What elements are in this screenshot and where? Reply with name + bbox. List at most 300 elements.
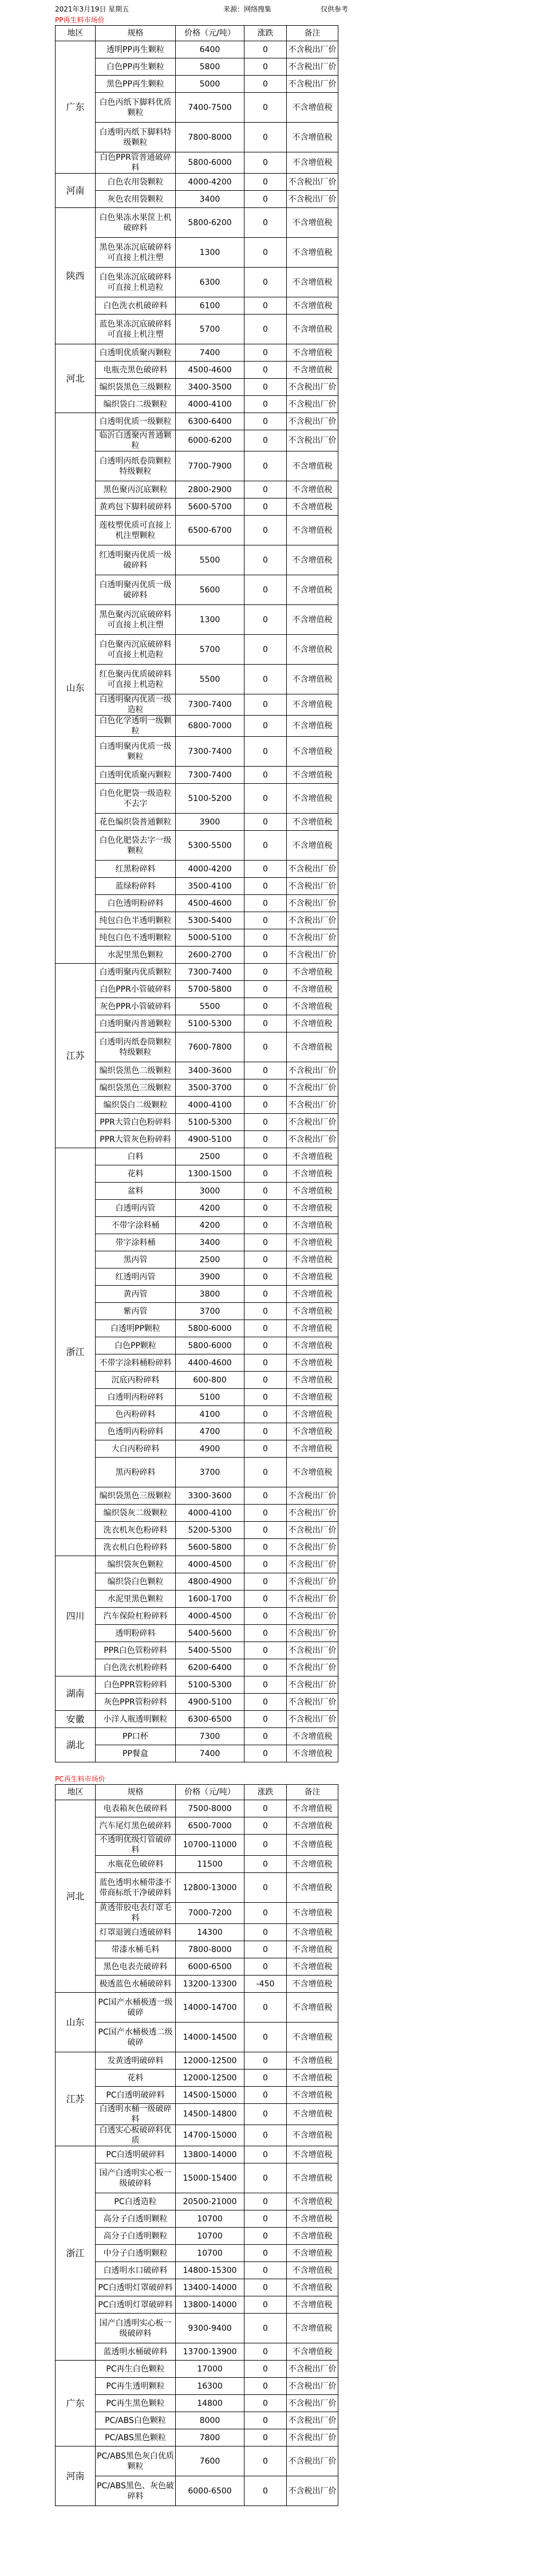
table-row xyxy=(56,1924,338,1941)
spec-cell: 白色PPR管粉碎料 xyxy=(96,1676,176,1694)
change-cell: 0 xyxy=(244,2210,287,2228)
note-cell: 不含增值税 xyxy=(287,1903,338,1924)
note-cell: 不含税出厂价 xyxy=(287,430,338,451)
table-row xyxy=(56,694,338,716)
table-row xyxy=(56,1320,338,1337)
note-cell: 不含增值税 xyxy=(287,1251,338,1269)
table-row xyxy=(56,362,338,379)
region-cell: 山东 xyxy=(56,413,96,964)
table-row xyxy=(56,1573,338,1591)
change-cell: 0 xyxy=(244,1234,287,1251)
report-date: 2021年3月19日 星期五 xyxy=(55,5,129,13)
col-price-header: 价格（元/吨） xyxy=(176,26,244,41)
note-cell: 不含税出厂价 xyxy=(287,929,338,947)
spec-cell: 纯包白色半透明颗粒 xyxy=(96,912,176,929)
table-row xyxy=(56,2210,338,2228)
change-cell: 0 xyxy=(244,413,287,430)
note-cell: 不含增值税 xyxy=(287,1303,338,1320)
col-spec-header: 规格 xyxy=(96,26,176,41)
table-row xyxy=(56,1251,338,1269)
change-cell: 0 xyxy=(244,2361,287,2378)
spec-cell: 国产白透明实心板一级破碎料 xyxy=(96,2163,176,2193)
change-cell: 0 xyxy=(244,1217,287,1234)
price-cell: 2500 xyxy=(176,1251,244,1269)
change-cell: 0 xyxy=(244,831,287,861)
spec-cell: 透明粉碎料 xyxy=(96,1625,176,1642)
spec-cell: 不带字涂料桶粉碎料 xyxy=(96,1354,176,1372)
price-cell: 17000 xyxy=(176,2361,244,2378)
price-cell: 6200-6400 xyxy=(176,1659,244,1676)
note-cell: 不含增值税 xyxy=(287,2163,338,2193)
note-cell: 不含增值税 xyxy=(287,694,338,716)
table-row xyxy=(56,1728,338,1745)
change-cell: 0 xyxy=(244,784,287,814)
price-cell: 14700-15000 xyxy=(176,2125,244,2146)
table-row xyxy=(56,516,338,545)
note-cell: 不含税出厂价 xyxy=(287,1676,338,1694)
spec-cell: 高分子白透明颗粒 xyxy=(96,2228,176,2245)
spec-cell: 白透明丙纸卷筒颗粒特级颗粒 xyxy=(96,1032,176,1062)
table-row xyxy=(56,297,338,315)
note-cell: 不含增值税 xyxy=(287,1423,338,1440)
table-row xyxy=(56,76,338,93)
price-cell: 3900 xyxy=(176,814,244,831)
price-cell: 3500-3700 xyxy=(176,1079,244,1097)
note-cell: 不含增值税 xyxy=(287,1406,338,1423)
table-row xyxy=(56,2163,338,2193)
change-cell: 0 xyxy=(244,1079,287,1097)
price-cell: 7800 xyxy=(176,2429,244,2447)
price-cell: 5800-6000 xyxy=(176,1337,244,1354)
change-cell: 0 xyxy=(244,174,287,191)
spec-cell: 水瓶花色破碎料 xyxy=(96,1856,176,1873)
price-cell: 5500 xyxy=(176,998,244,1015)
note-cell: 不含税出厂价 xyxy=(287,2476,338,2506)
table-row xyxy=(56,1183,338,1200)
price-cell: 8000 xyxy=(176,2412,244,2429)
price-cell: 14800-15300 xyxy=(176,2262,244,2279)
note-cell: 不含增值税 xyxy=(287,981,338,998)
price-cell: 4000-4500 xyxy=(176,1556,244,1573)
price-cell: 4400-4600 xyxy=(176,1354,244,1372)
change-cell: 0 xyxy=(244,1423,287,1440)
table-row xyxy=(56,1286,338,1303)
price-cell: 14500-14800 xyxy=(176,2104,244,2125)
note-cell: 不含税出厂价 xyxy=(287,1625,338,1642)
change-cell: 0 xyxy=(244,93,287,123)
spec-cell: 临沂白透聚丙普通颗粒 xyxy=(96,430,176,451)
spec-cell: 不带字涂料桶 xyxy=(96,1217,176,1234)
change-cell: 0 xyxy=(244,947,287,964)
table-row xyxy=(56,1976,338,1993)
spec-cell: 白透实心板破碎料优质 xyxy=(96,2125,176,2146)
note-cell: 不含税出厂价 xyxy=(287,1062,338,1079)
note-cell: 不含增值税 xyxy=(287,1337,338,1354)
change-cell: 0 xyxy=(244,767,287,784)
region-cell: 江苏 xyxy=(56,964,96,1148)
note-cell: 不含增值税 xyxy=(287,123,338,152)
table-row xyxy=(56,2314,338,2343)
change-cell: 0 xyxy=(244,315,287,344)
change-cell: 0 xyxy=(244,1097,287,1114)
table-row xyxy=(56,430,338,451)
change-cell: 0 xyxy=(244,2476,287,2506)
price-cell: 4000-4200 xyxy=(176,861,244,878)
table-row xyxy=(56,2296,338,2314)
table-row xyxy=(56,2361,338,2378)
table-row xyxy=(56,1522,338,1539)
table-row xyxy=(56,767,338,784)
region-cell: 河南 xyxy=(56,2447,96,2506)
note-cell: 不含增值税 xyxy=(287,1389,338,1406)
spec-cell: 白透明水口破碎料 xyxy=(96,2262,176,2279)
change-cell: 0 xyxy=(244,1591,287,1608)
note-cell: 不含税出厂价 xyxy=(287,396,338,413)
spec-cell: 白色PP再生颗粒 xyxy=(96,58,176,76)
price-cell: 6000-6500 xyxy=(176,1958,244,1976)
spec-cell: 白色洗衣机破碎料 xyxy=(96,297,176,315)
table-row xyxy=(56,2070,338,2087)
change-cell: 0 xyxy=(244,737,287,767)
spec-cell: 大白丙粉碎料 xyxy=(96,1440,176,1458)
table-row xyxy=(56,315,338,344)
region-cell: 广东 xyxy=(56,41,96,174)
change-cell: 0 xyxy=(244,2163,287,2193)
price-cell: 4700 xyxy=(176,1423,244,1440)
table-row xyxy=(56,2447,338,2476)
change-cell: 0 xyxy=(244,964,287,981)
price-cell: 7400 xyxy=(176,1745,244,1762)
region-cell: 河南 xyxy=(56,174,96,208)
price-cell: 4900-5100 xyxy=(176,1131,244,1148)
table-row xyxy=(56,481,338,498)
change-cell: -450 xyxy=(244,1976,287,1993)
change-cell: 0 xyxy=(244,1200,287,1217)
price-cell: 7800-8000 xyxy=(176,1941,244,1958)
note-cell: 不含增值税 xyxy=(287,2210,338,2228)
table-row xyxy=(56,344,338,362)
table-row xyxy=(56,635,338,665)
note-cell: 不含增值税 xyxy=(287,498,338,516)
note-cell: 不含税出厂价 xyxy=(287,1487,338,1505)
change-cell: 0 xyxy=(244,1924,287,1941)
note-cell: 不含税出厂价 xyxy=(287,1079,338,1097)
change-cell: 0 xyxy=(244,605,287,635)
table-row xyxy=(56,413,338,430)
change-cell: 0 xyxy=(244,1354,287,1372)
note-cell: 不含增值税 xyxy=(287,2245,338,2262)
spec-cell: PC国产水桶极透二级破碎 xyxy=(96,2023,176,2052)
price-cell: 3400-3600 xyxy=(176,1062,244,1079)
spec-cell: 红透明丙管 xyxy=(96,1269,176,1286)
note-cell: 不含增值税 xyxy=(287,1817,338,1835)
price-cell: 5400-5600 xyxy=(176,1625,244,1642)
spec-cell: 电表箱灰色破碎料 xyxy=(96,1800,176,1817)
table-row xyxy=(56,2104,338,2125)
change-cell: 0 xyxy=(244,1389,287,1406)
note-cell: 不含增值税 xyxy=(287,814,338,831)
table-row xyxy=(56,396,338,413)
price-cell: 10700-11000 xyxy=(176,1835,244,1856)
change-cell: 0 xyxy=(244,929,287,947)
spec-cell: 灯罩退镀白透破碎料 xyxy=(96,1924,176,1941)
table-row xyxy=(56,878,338,895)
price-cell: 7000-7200 xyxy=(176,1903,244,1924)
table-row xyxy=(56,379,338,396)
note-cell: 不含增值税 xyxy=(287,767,338,784)
note-cell: 不含税出厂价 xyxy=(287,1114,338,1131)
spec-cell: 白色透明粉碎料 xyxy=(96,895,176,912)
change-cell: 0 xyxy=(244,152,287,174)
change-cell: 0 xyxy=(244,1873,287,1903)
note-cell: 不含税出厂价 xyxy=(287,2447,338,2476)
note-cell: 不含增值税 xyxy=(287,516,338,545)
table-row xyxy=(56,1505,338,1522)
spec-cell: 灰色PPR小管破碎料 xyxy=(96,998,176,1015)
spec-cell: 白色聚丙沉底破碎料可直接上机造粒 xyxy=(96,635,176,665)
price-cell: 4900 xyxy=(176,1440,244,1458)
spec-cell: 编织袋灰二级颗粒 xyxy=(96,1505,176,1522)
note-cell: 不含增值税 xyxy=(287,1941,338,1958)
note-cell: 不含增值税 xyxy=(287,1320,338,1337)
change-cell: 0 xyxy=(244,379,287,396)
spec-cell: 白色化肥袋去字一级颗粒 xyxy=(96,831,176,861)
price-cell: 5500 xyxy=(176,545,244,575)
price-cell: 5200-5300 xyxy=(176,1522,244,1539)
spec-cell: 沉底丙粉碎料 xyxy=(96,1372,176,1389)
table-row xyxy=(56,208,338,238)
change-cell: 0 xyxy=(244,238,287,268)
note-cell: 不含增值税 xyxy=(287,716,338,737)
change-cell: 0 xyxy=(244,912,287,929)
note-cell: 不含增值税 xyxy=(287,1200,338,1217)
col-note-header: 备注 xyxy=(287,26,338,41)
price-cell: 10700 xyxy=(176,2245,244,2262)
spec-cell: 纯包白色不透明颗粒 xyxy=(96,929,176,947)
spec-cell: 黑色电表壳破碎料 xyxy=(96,1958,176,1976)
table-row xyxy=(56,1941,338,1958)
price-cell: 7700-7900 xyxy=(176,451,244,481)
change-cell: 0 xyxy=(244,1659,287,1676)
change-cell: 0 xyxy=(244,1903,287,1924)
table-row xyxy=(56,2262,338,2279)
note-cell: 不含增值税 xyxy=(287,2262,338,2279)
price-cell: 15000-15400 xyxy=(176,2163,244,2193)
change-cell: 0 xyxy=(244,1856,287,1873)
spec-cell: 编织袋白二级颗粒 xyxy=(96,396,176,413)
change-cell: 0 xyxy=(244,268,287,297)
note-cell: 不含增值税 xyxy=(287,2314,338,2343)
change-cell: 0 xyxy=(244,1286,287,1303)
note-cell: 不含税出厂价 xyxy=(287,1694,338,1711)
spec-cell: 花料 xyxy=(96,1165,176,1183)
change-cell: 0 xyxy=(244,1817,287,1835)
change-cell: 0 xyxy=(244,1694,287,1711)
price-cell: 7300-7400 xyxy=(176,964,244,981)
note-cell: 不含税出厂价 xyxy=(287,1097,338,1114)
region-cell: 浙江 xyxy=(56,2146,96,2361)
note-cell: 不含增值税 xyxy=(287,481,338,498)
table-row xyxy=(56,1958,338,1976)
price-cell: 11500 xyxy=(176,1856,244,1873)
spec-cell: 白色化肥袋一级造粒不去字 xyxy=(96,784,176,814)
price-cell: 4000-4100 xyxy=(176,1505,244,1522)
table-row xyxy=(56,1114,338,1131)
change-cell: 0 xyxy=(244,861,287,878)
price-cell: 12000-12500 xyxy=(176,2052,244,2070)
price-cell: 3400 xyxy=(176,191,244,208)
table-row xyxy=(56,895,338,912)
table-row xyxy=(56,2228,338,2245)
price-cell: 14500-15000 xyxy=(176,2087,244,2104)
table-row xyxy=(56,2052,338,2070)
note-cell: 不含增值税 xyxy=(287,1165,338,1183)
spec-cell: 白色洗衣机粉碎料 xyxy=(96,1659,176,1676)
spec-cell: 编织袋黑色二级颗粒 xyxy=(96,1062,176,1079)
table-row xyxy=(56,152,338,174)
note-cell: 不含增值税 xyxy=(287,1269,338,1286)
spec-cell: PPR白色管粉碎料 xyxy=(96,1642,176,1659)
table-row xyxy=(56,1131,338,1148)
spec-cell: 白透明水桶一级破碎料 xyxy=(96,2104,176,2125)
table-row xyxy=(56,1079,338,1097)
price-cell: 6000-6500 xyxy=(176,2476,244,2506)
change-cell: 0 xyxy=(244,1522,287,1539)
change-cell: 0 xyxy=(244,2125,287,2146)
table-row xyxy=(56,58,338,76)
price-cell: 4100 xyxy=(176,1406,244,1423)
spec-cell: 汽车尾灯黑色破碎料 xyxy=(96,1817,176,1835)
note-cell: 不含增值税 xyxy=(287,2279,338,2296)
table-row xyxy=(56,1642,338,1659)
spec-cell: PP餐盒 xyxy=(96,1745,176,1762)
table-row xyxy=(56,2395,338,2412)
change-cell: 0 xyxy=(244,2193,287,2210)
spec-cell: 白色化学透明一级颗粒 xyxy=(96,716,176,737)
table-row xyxy=(56,964,338,981)
note-cell: 不含税出厂价 xyxy=(287,912,338,929)
change-cell: 0 xyxy=(244,2447,287,2476)
spec-cell: 黄丙管 xyxy=(96,1286,176,1303)
table-row xyxy=(56,814,338,831)
spec-cell: PC国产水桶极透一级破碎 xyxy=(96,1993,176,2023)
spec-cell: 高分子白透明颗粒 xyxy=(96,2210,176,2228)
table-row xyxy=(56,238,338,268)
note-cell: 不含税出厂价 xyxy=(287,1522,338,1539)
note-cell: 不含增值税 xyxy=(287,268,338,297)
price-cell: 3400-3500 xyxy=(176,379,244,396)
change-cell: 0 xyxy=(244,2104,287,2125)
note-cell: 不含税出厂价 xyxy=(287,2378,338,2395)
spec-cell: 白色农用袋颗粒 xyxy=(96,174,176,191)
note-cell: 不含增值税 xyxy=(287,2228,338,2245)
change-cell: 0 xyxy=(244,878,287,895)
spec-cell: 黄透带胶电表灯罩毛料 xyxy=(96,1903,176,1924)
note-cell: 不含增值税 xyxy=(287,784,338,814)
change-cell: 0 xyxy=(244,1372,287,1389)
change-cell: 0 xyxy=(244,2343,287,2361)
note-cell: 不含增值税 xyxy=(287,2087,338,2104)
note-cell: 不含税出厂价 xyxy=(287,41,338,58)
region-cell: 山东 xyxy=(56,1993,96,2052)
price-cell: 10700 xyxy=(176,2210,244,2228)
table-row xyxy=(56,1269,338,1286)
price-cell: 5800 xyxy=(176,58,244,76)
table-row xyxy=(56,1556,338,1573)
spec-cell: 黑色果冻沉底破碎料可直接上机注塑 xyxy=(96,238,176,268)
change-cell: 0 xyxy=(244,1148,287,1165)
spec-cell: 汽车保险杠粉碎料 xyxy=(96,1608,176,1625)
price-cell: 13400-14000 xyxy=(176,2279,244,2296)
price-cell: 5300-5400 xyxy=(176,912,244,929)
change-cell: 0 xyxy=(244,2314,287,2343)
spec-cell: PC/ABS白色颗粒 xyxy=(96,2412,176,2429)
note-cell: 不含增值税 xyxy=(287,2193,338,2210)
note-cell: 不含增值税 xyxy=(287,575,338,605)
note-cell: 不含增值税 xyxy=(287,1148,338,1165)
change-cell: 0 xyxy=(244,1608,287,1625)
spec-cell: PPR大管白色粉碎料 xyxy=(96,1114,176,1131)
table-row xyxy=(56,2378,338,2395)
note-cell: 不含增值税 xyxy=(287,2296,338,2314)
note-cell: 不含税出厂价 xyxy=(287,379,338,396)
spec-cell: 白透明聚丙普通颗粒 xyxy=(96,1015,176,1032)
table-row xyxy=(56,1354,338,1372)
spec-cell: 白料 xyxy=(96,1148,176,1165)
price-cell: 3700 xyxy=(176,1303,244,1320)
table-row xyxy=(56,1835,338,1856)
table-row xyxy=(56,1873,338,1903)
note-cell: 不含增值税 xyxy=(287,1458,338,1487)
change-cell: 0 xyxy=(244,362,287,379)
price-cell: 3700 xyxy=(176,1458,244,1487)
spec-cell: 色透明丙粉碎料 xyxy=(96,1423,176,1440)
table-row xyxy=(56,1903,338,1924)
table-header-row xyxy=(56,26,338,41)
table-row xyxy=(56,2429,338,2447)
note-cell: 不含税出厂价 xyxy=(287,895,338,912)
note-cell: 不含增值税 xyxy=(287,2070,338,2087)
note-cell: 不含增值税 xyxy=(287,208,338,238)
spec-cell: 编织袋黑色三级颗粒 xyxy=(96,1487,176,1505)
table-row xyxy=(56,1097,338,1114)
spec-cell: PC白透明破碎料 xyxy=(96,2087,176,2104)
spec-cell: PC/ABS黑色颗粒 xyxy=(96,2429,176,2447)
note-cell: 不含增值税 xyxy=(287,1993,338,2023)
note-cell: 不含增值税 xyxy=(287,2023,338,2052)
change-cell: 0 xyxy=(244,2228,287,2245)
price-cell: 7600-7800 xyxy=(176,1032,244,1062)
note-cell: 不含增值税 xyxy=(287,635,338,665)
table-row xyxy=(56,737,338,767)
spec-cell: 水泥里黑色颗粒 xyxy=(96,947,176,964)
table-row xyxy=(56,784,338,814)
col-change-header: 涨跌 xyxy=(244,1785,287,1800)
price-cell: 4200 xyxy=(176,1200,244,1217)
spec-cell: 白透明聚丙优质一级颗粒 xyxy=(96,737,176,767)
spec-cell: 白透明优质聚丙颗粒 xyxy=(96,344,176,362)
price-cell: 5300-5500 xyxy=(176,831,244,861)
spec-cell: PPR大管灰色粉碎料 xyxy=(96,1131,176,1148)
price-cell: 7500-8000 xyxy=(176,1800,244,1817)
price-cell: 2600-2700 xyxy=(176,947,244,964)
spec-cell: 灰色PPR管粉碎料 xyxy=(96,1694,176,1711)
change-cell: 0 xyxy=(244,2245,287,2262)
table-row xyxy=(56,665,338,694)
note-cell: 不含税出厂价 xyxy=(287,191,338,208)
change-cell: 0 xyxy=(244,694,287,716)
note-cell: 不含增值税 xyxy=(287,665,338,694)
